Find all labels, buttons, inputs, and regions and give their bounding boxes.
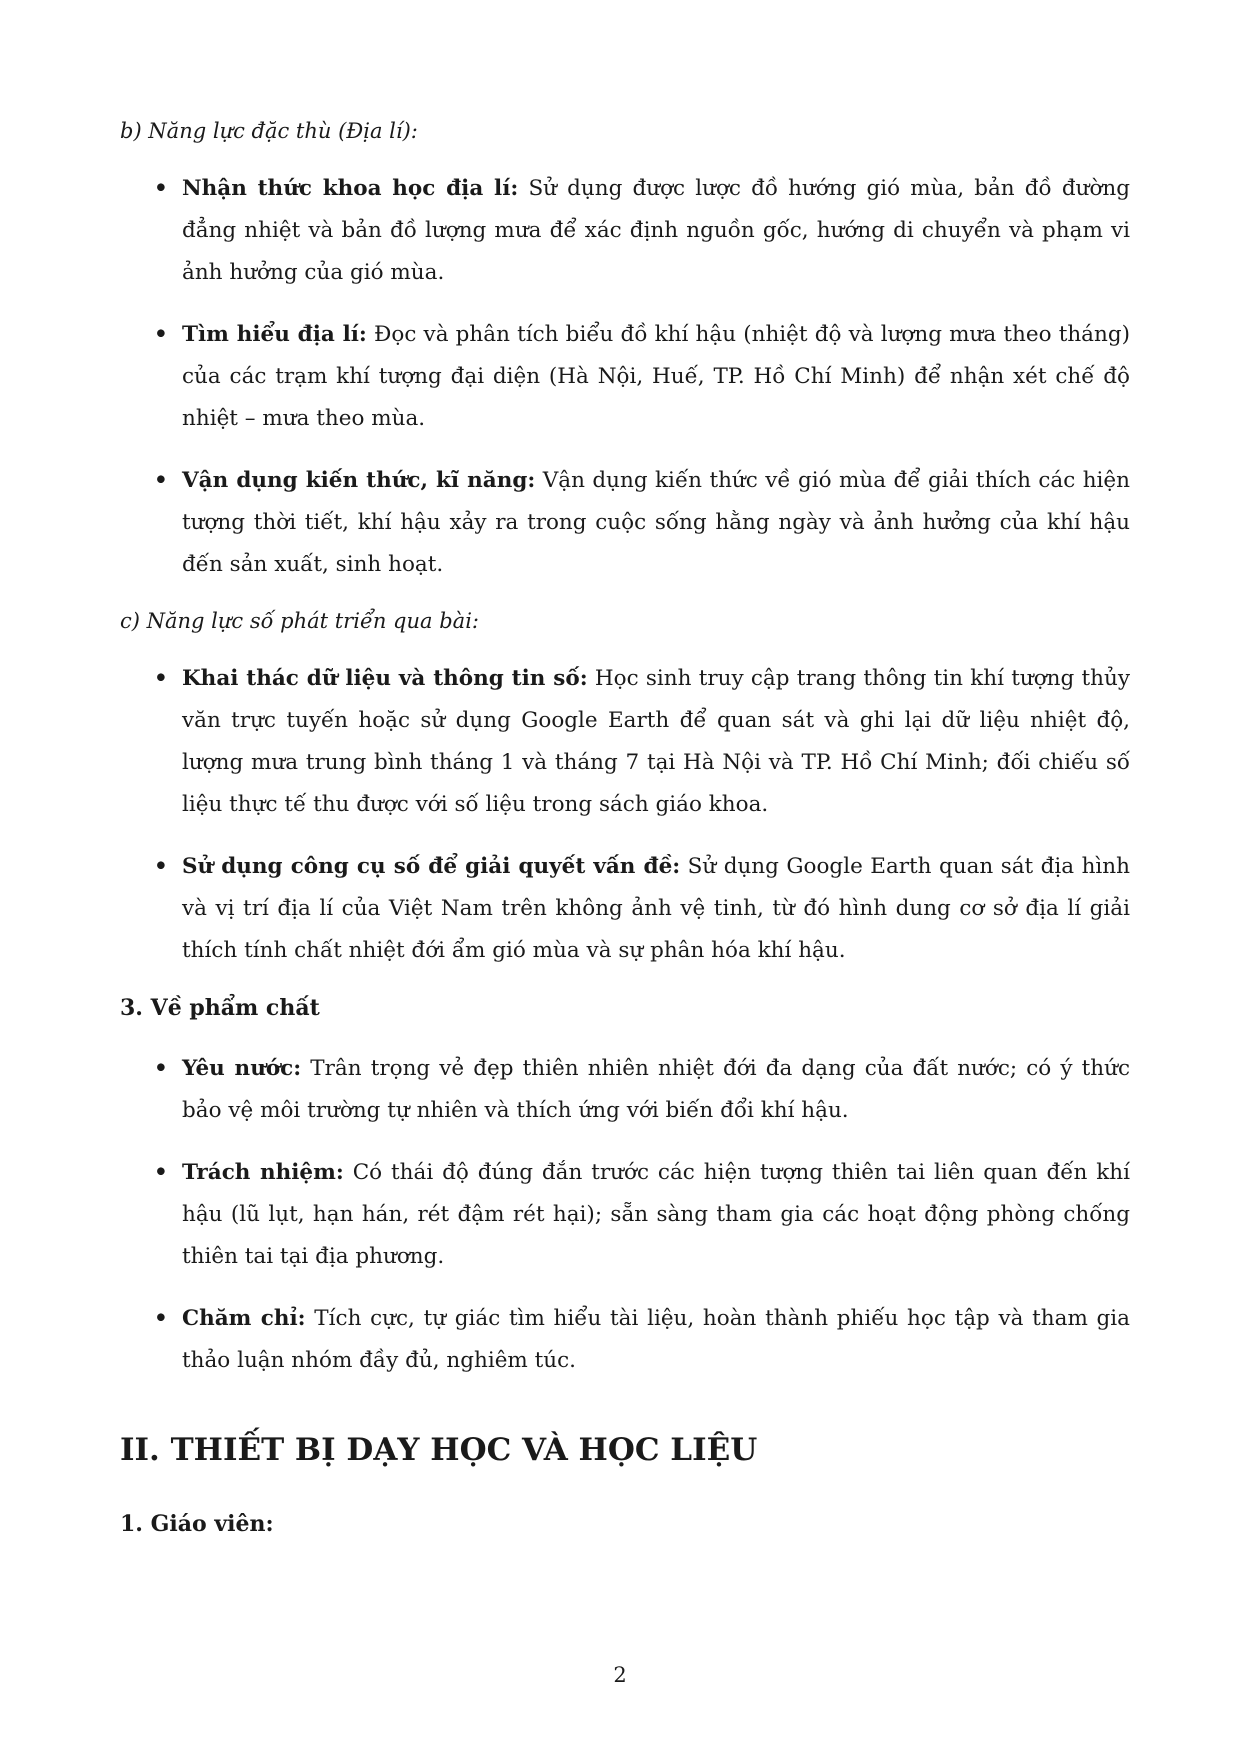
list-item <box>120 460 1130 586</box>
item-text: Tích cực, tự giác tìm hiểu tài liệu, hoàn thành phiếu học tập và tham gia thảo luận nhóm đầy đủ, nghiêm túc. <box>182 1306 1130 1373</box>
bullet-list-pham-chat <box>120 1048 1130 1382</box>
bullet-icon: • <box>154 666 168 691</box>
item-label: Chăm chỉ: <box>182 1306 306 1331</box>
section-heading-ii: II. THIẾT BỊ DẠY HỌC VÀ HỌC LIỆU <box>120 1432 758 1468</box>
subsection-heading-c: c) Năng lực số phát triển qua bài: <box>120 609 479 633</box>
item-text: Sử dụng Google Earth quan sát địa hình và vị trí địa lí của Việt Nam trên không ảnh vệ tinh, từ đó hình dung cơ sở địa lí giải thích tính chất nhiệt đới ẩm gió mùa và sự phân hóa khí hậu. <box>182 854 1130 963</box>
item-text: Đọc và phân tích biểu đồ khí hậu (nhiệt độ và lượng mưa theo tháng) của các trạm khí tượng đại diện (Hà Nội, Huế, TP. Hồ Chí Minh) để nhận xét chế độ nhiệt – mưa theo mùa. <box>182 322 1130 431</box>
list-item <box>120 846 1130 972</box>
item-label: Vận dụng kiến thức, kĩ năng: <box>182 468 536 493</box>
bullet-list-b <box>120 168 1130 586</box>
list-item <box>120 168 1130 294</box>
item-label: Khai thác dữ liệu và thông tin số: <box>182 666 588 691</box>
item-text: Vận dụng kiến thức về gió mùa để giải thích các hiện tượng thời tiết, khí hậu xảy ra trong cuộc sống hằng ngày và ảnh hưởng của khí hậu đến sản xuất, sinh hoạt. <box>182 468 1131 577</box>
list-item <box>120 658 1130 826</box>
bullet-list-c <box>120 658 1130 972</box>
list-item <box>120 1152 1130 1278</box>
page-number: 2 <box>613 1663 627 1687</box>
item-text: Trân trọng vẻ đẹp thiên nhiên nhiệt đới đa dạng của đất nước; có ý thức bảo vệ môi trường tự nhiên và thích ứng với biến đổi khí hậu. <box>182 1056 1130 1123</box>
bullet-icon: • <box>154 1056 168 1081</box>
heading-giao-vien: 1. Giáo viên: <box>120 1511 274 1537</box>
item-label: Tìm hiểu địa lí: <box>182 322 367 347</box>
bullet-icon: • <box>154 854 168 879</box>
subsection-heading-b: b) Năng lực đặc thù (Địa lí): <box>120 119 418 143</box>
document-page <box>120 116 1130 1564</box>
bullet-icon: • <box>154 1160 168 1185</box>
item-text: Học sinh truy cập trang thông tin khí tượng thủy văn trực tuyến hoặc sử dụng Google Earth để quan sát và ghi lại dữ liệu nhiệt độ, lượng mưa trung bình tháng 1 và tháng 7 tại Hà Nội và TP. Hồ Chí Minh; đối chiếu số liệu thực tế thu được với số liệu trong sách giáo khoa. <box>182 666 1130 817</box>
bullet-icon: • <box>154 176 168 201</box>
item-label: Nhận thức khoa học địa lí: <box>182 176 519 201</box>
list-item <box>120 1048 1130 1132</box>
list-item <box>120 314 1130 440</box>
item-text: Có thái độ đúng đắn trước các hiện tượng thiên tai liên quan đến khí hậu (lũ lụt, hạn hán, rét đậm rét hại); sẵn sàng tham gia các hoạt động phòng chống thiên tai tại địa phương. <box>182 1160 1130 1269</box>
heading-pham-chat: 3. Về phẩm chất <box>120 995 320 1021</box>
bullet-icon: • <box>154 1306 168 1331</box>
item-label: Sử dụng công cụ số để giải quyết vấn đề: <box>182 854 681 879</box>
item-label: Trách nhiệm: <box>182 1160 344 1185</box>
list-item <box>120 1298 1130 1382</box>
item-text: Sử dụng được lược đồ hướng gió mùa, bản đồ đường đẳng nhiệt và bản đồ lượng mưa để xác định nguồn gốc, hướng di chuyển và phạm vi ảnh hưởng của gió mùa. <box>182 176 1130 285</box>
bullet-icon: • <box>154 322 168 347</box>
bullet-icon: • <box>154 468 168 493</box>
item-label: Yêu nước: <box>182 1056 302 1081</box>
